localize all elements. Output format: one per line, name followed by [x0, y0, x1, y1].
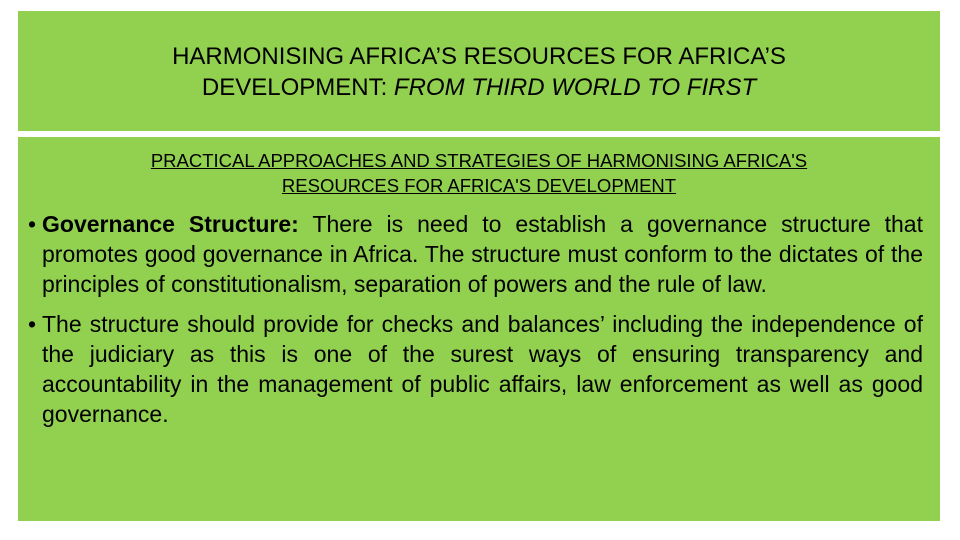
bullet-item-bold: Governance Structure: [42, 211, 299, 237]
subheading-line-1: PRACTICAL APPROACHES AND STRATEGIES OF HARMONISING AFRICA'S [150, 150, 808, 171]
bullet-item-text: The structure should provide for checks and balances’ including the independence of the judiciary as this is one of the surest ways of ensuring transparency and accountability in the management of public affairs, law enforcement as well as good governance. [42, 311, 923, 427]
bullet-icon: • [28, 311, 37, 337]
bullet-item [28, 209, 923, 299]
bullet-item [28, 309, 923, 429]
bullet-icon: • [28, 211, 37, 237]
title-line-1: HARMONISING AFRICA’S RESOURCES FOR AFRICA’S [172, 43, 786, 70]
bullet-item-text: There is need to establish a governance structure that promotes good governance in Africa. The structure must conform to the dictates of the principles of constitutionalism, separation of powers and the rule of law. [42, 211, 923, 297]
content-box [18, 137, 940, 521]
title-line-2-prefix: DEVELOPMENT: [201, 74, 394, 101]
section-subheading [38, 148, 920, 198]
title-line-2 [18, 72, 940, 103]
title-box [18, 11, 940, 131]
bullet-list [28, 209, 923, 439]
slide-title [18, 41, 940, 103]
subheading-line-2: RESOURCES FOR AFRICA'S DEVELOPMENT [281, 175, 677, 196]
title-line-2-italic: FROM THIRD WORLD TO FIRST [393, 74, 757, 101]
